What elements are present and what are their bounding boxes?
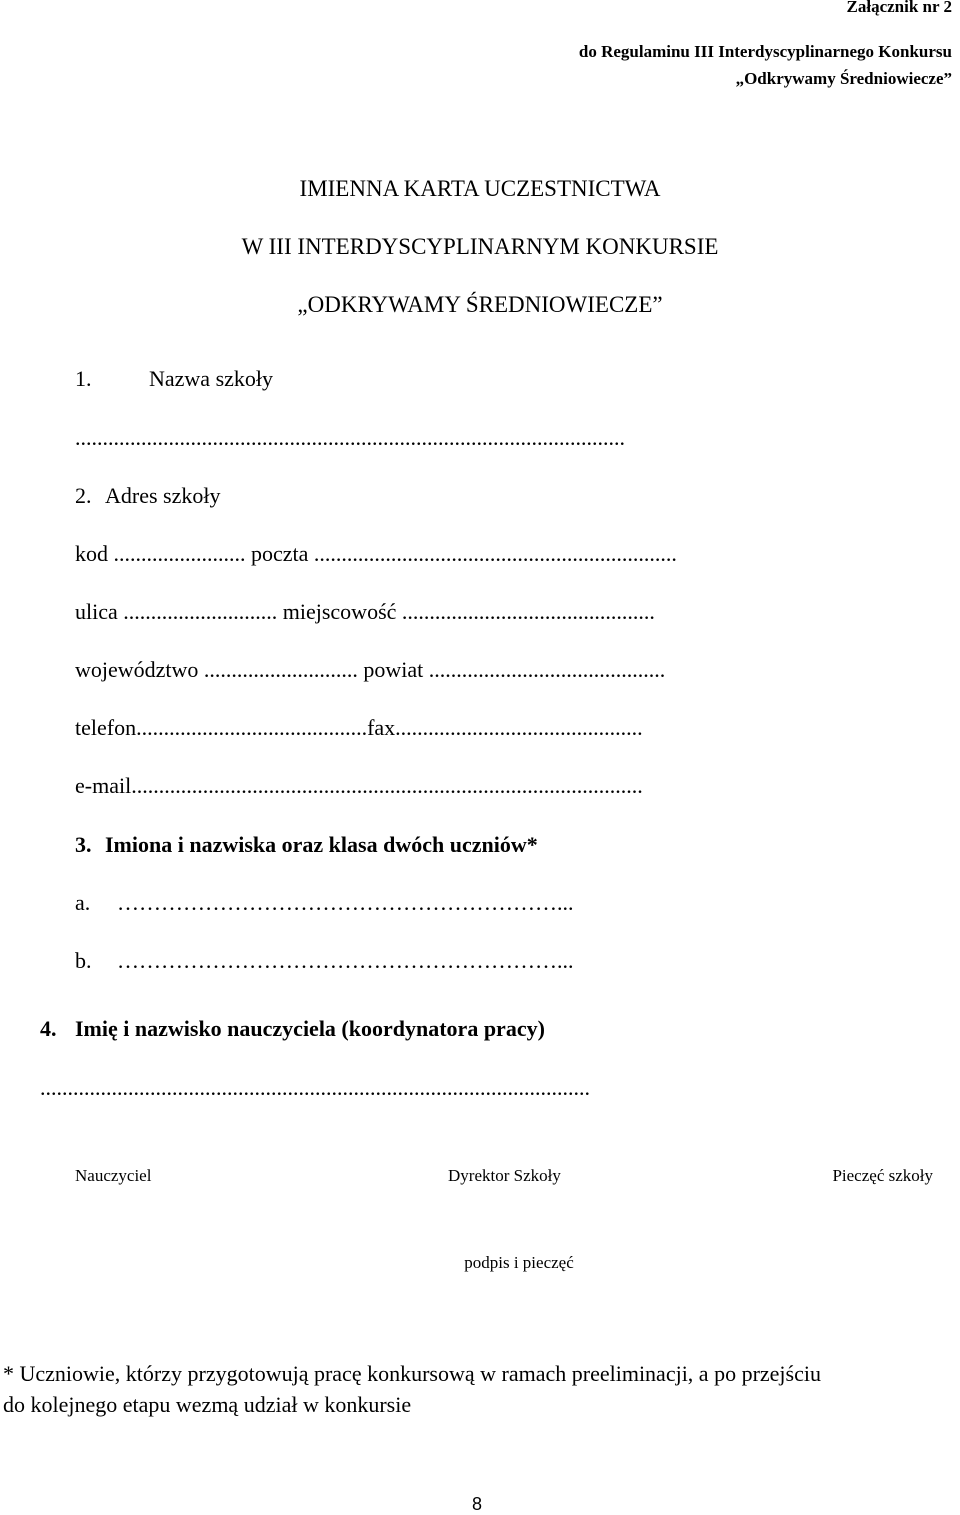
coordinator-name-field[interactable]: .................................................................................................... — [40, 1075, 590, 1100]
director-signature-label: Dyrektor Szkoły — [448, 1166, 561, 1185]
address-street-field[interactable]: ulica ............................ miejscowość .............................................. — [75, 599, 655, 624]
section-1-heading — [75, 366, 273, 392]
section-3-label: Imiona i nazwiska oraz klasa dwóch uczniów* — [105, 832, 538, 857]
section-4-heading — [40, 1016, 545, 1042]
section-1-number: 1. — [75, 366, 92, 391]
section-1-label: Nazwa szkoły — [149, 366, 274, 391]
section-3-number: 3. — [75, 832, 92, 857]
section-2-number: 2. — [75, 483, 92, 508]
page-number: 8 — [472, 1494, 483, 1514]
address-postcode-field[interactable]: kod ........................ poczta .................................................................. — [75, 541, 677, 566]
section-2-label: Adres szkoły — [105, 483, 221, 508]
school-stamp-label: Pieczęć szkoły — [832, 1166, 933, 1185]
student-b-marker: b. — [75, 948, 92, 973]
student-a-marker: a. — [75, 890, 91, 915]
address-phone-field[interactable]: telefon..........................................fax............................................. — [75, 715, 643, 740]
section-3-heading — [75, 832, 538, 858]
title-line-1: IMIENNA KARTA UCZESTNICTWA — [299, 176, 661, 201]
section-2-heading — [75, 483, 220, 509]
title-line-2: W III INTERDYSCYPLINARNYM KONKURSIE — [241, 234, 719, 259]
student-a-row — [75, 890, 812, 916]
teacher-signature-label: Nauczyciel — [75, 1166, 152, 1185]
address-voivodeship-field[interactable]: województwo ............................ powiat ........................................... — [75, 657, 666, 682]
contest-name: „Odkrywamy Średniowiecze” — [735, 69, 952, 88]
footnote-line-2: do kolejnego etapu wezmą udział w konkursie — [3, 1392, 412, 1417]
school-name-field[interactable]: .................................................................................................... — [75, 425, 625, 450]
regulation-line: do Regulaminu III Interdyscyplinarnego Konkursu — [578, 42, 952, 61]
footnote-line-1: * Uczniowie, którzy przygotowują pracę konkursową w ramach preeliminacji, a po przejściu — [3, 1361, 821, 1386]
appendix-label: Załącznik nr 2 — [846, 0, 952, 16]
student-b-row — [75, 948, 812, 974]
title-line-3: „ODKRYWAMY ŚREDNIOWIECZE” — [297, 292, 663, 317]
signature-caption: podpis i pieczęć — [464, 1253, 574, 1272]
student-b-field[interactable]: ……………………………………………………... — [117, 948, 574, 973]
section-4-number: 4. — [40, 1016, 57, 1041]
address-email-field[interactable]: e-mail............................................................................................. — [75, 773, 643, 798]
student-a-field[interactable]: ……………………………………………………... — [117, 890, 574, 915]
section-4-label: Imię i nazwisko nauczyciela (koordynatora pracy) — [75, 1016, 545, 1041]
